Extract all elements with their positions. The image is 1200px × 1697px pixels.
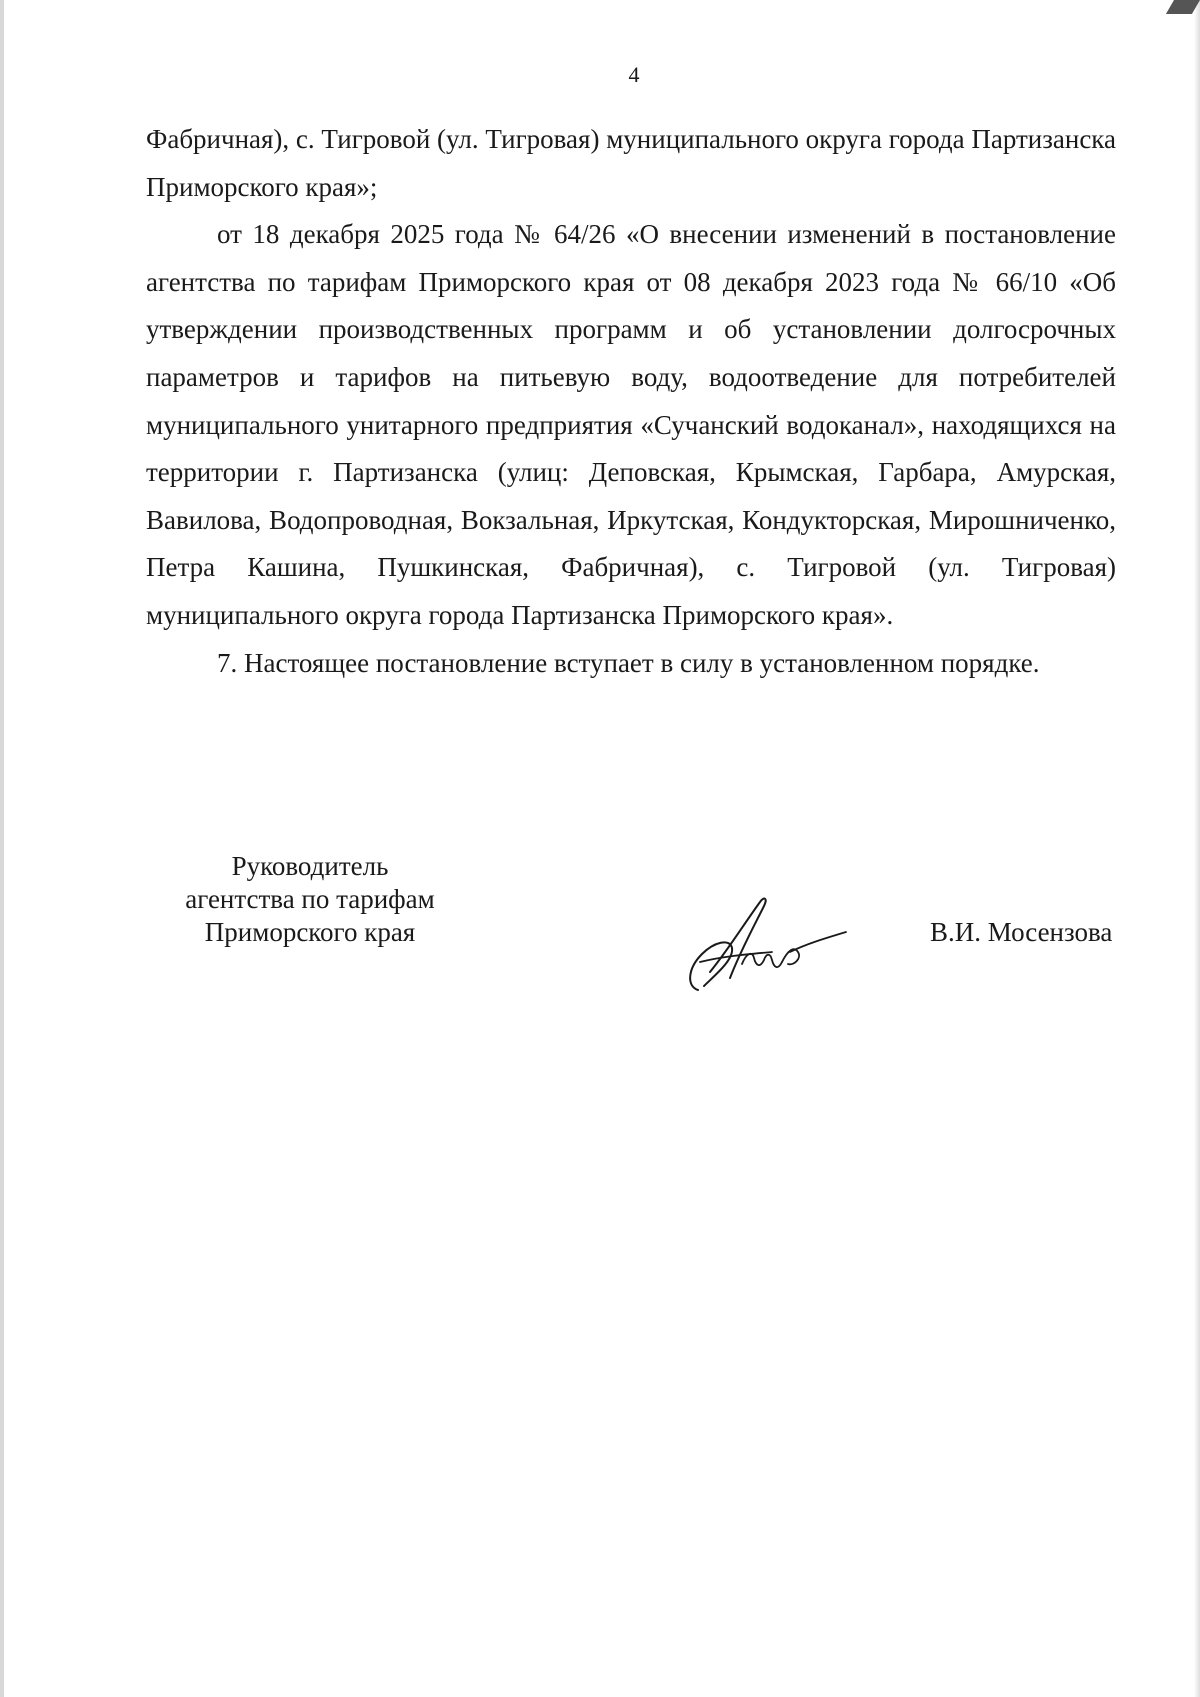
signer-position-line: Приморского края xyxy=(204,917,416,947)
paragraph-continuation: Фабричная), с. Тигровой (ул. Тигровая) муниципального округа города Партизанска Приморского края»; xyxy=(146,124,1116,202)
scan-edge-left xyxy=(0,0,4,1697)
document-body xyxy=(146,116,1116,687)
scan-edge-right xyxy=(1194,0,1200,1697)
page-number: 4 xyxy=(628,62,640,87)
signer-position-line: Руководитель xyxy=(231,851,389,881)
handwritten-signature xyxy=(680,890,850,1000)
signer-position xyxy=(150,850,470,949)
signature-block xyxy=(0,850,1200,990)
signer-position-line: агентства по тарифам xyxy=(185,884,435,914)
paragraph-resolution-reference: от 18 декабря 2025 года № 64/26 «О внесении изменений в постановление агентства по тарифам Приморского края от 08 декабря 2023 года № 66/10 «Об утверждении производственных программ и об установлении долгосрочных параметров и тарифов на питьевую воду, водоотведение для потребителей муниципального унитарного предприятия «Сучанский водоканал», находящихся на территории г. Партизанска (улиц: Деповская, Крымская, Гарбара, Амурская, Вавилова, Водопроводная, Вокзальная, Иркутская, Кондукторская, Мирошниченко, Петра Кашина, Пушкинская, Фабричная), с. Тигровой (ул. Тигровая) муниципального округа города Партизанска Приморского края». xyxy=(146,219,1116,630)
paragraph-effective-clause: 7. Настоящее постановление вступает в силу в установленном порядке. xyxy=(217,647,1040,678)
signer-name: В.И. Мосензова xyxy=(930,917,1113,947)
